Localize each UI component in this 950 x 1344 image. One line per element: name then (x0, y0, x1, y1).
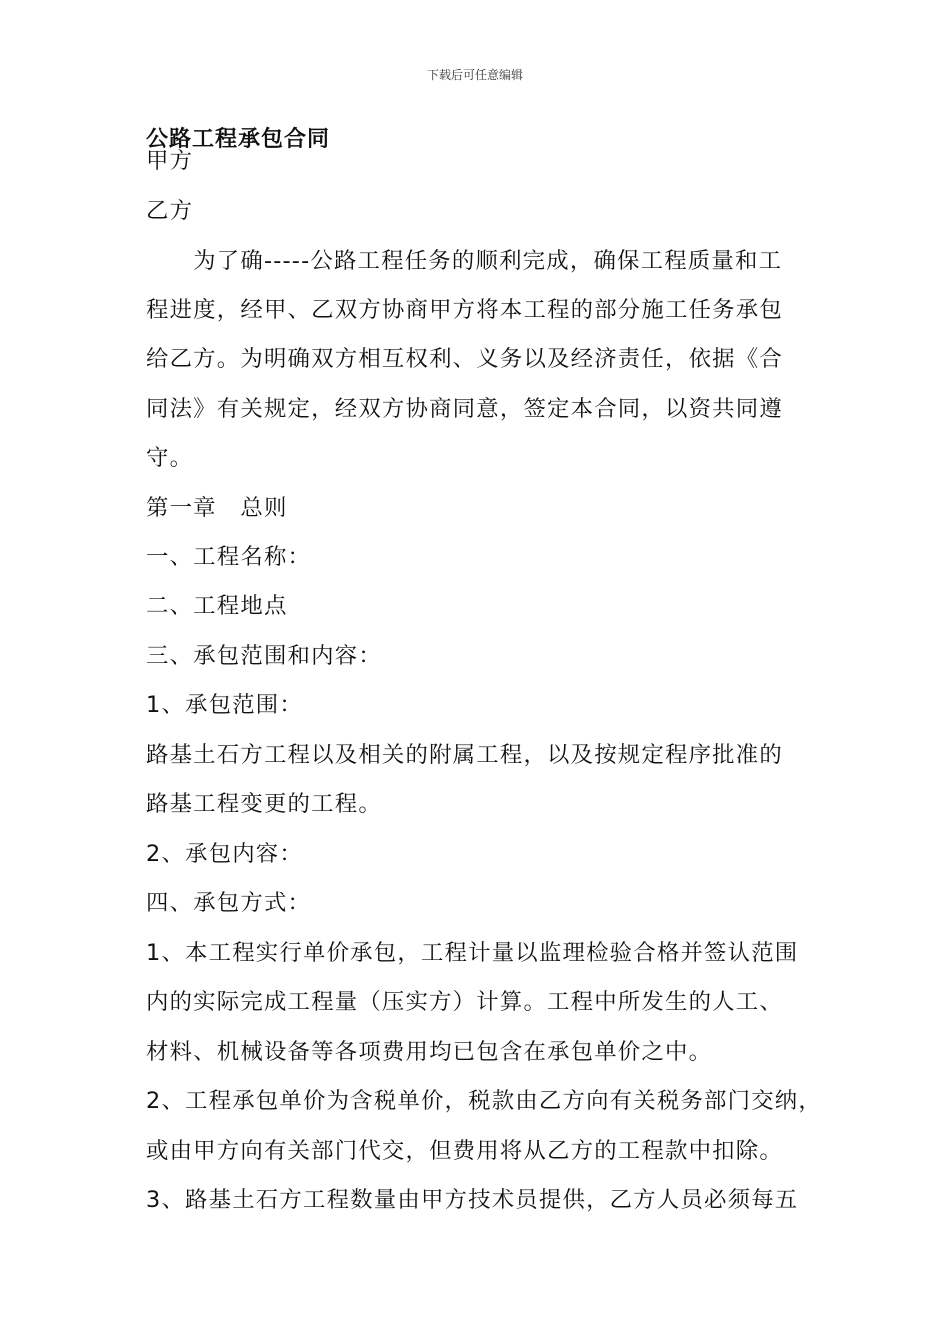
method-line: 或由甲方向有关部门代交，但费用将从乙方的工程款中扣除。 (146, 1138, 783, 1164)
section-method: 四、承包方式： (146, 890, 312, 916)
method-line: 3、路基土石方工程数量由甲方技术员提供，乙方人员必须每五 (146, 1187, 799, 1213)
preamble-line: 给乙方。为明确双方相互权利、义务以及经济责任，依据《合 (146, 346, 783, 372)
contract-title: 公路工程承包合同 (146, 127, 331, 152)
section-scope: 三、承包范围和内容： (146, 643, 382, 669)
scope-text-line: 路基工程变更的工程。 (146, 791, 382, 817)
section-project-location: 二、工程地点 (146, 593, 288, 619)
section-project-name: 一、工程名称： (146, 544, 312, 570)
method-line: 内的实际完成工程量（压实方）计算。工程中所发生的人工、 (146, 989, 783, 1015)
preamble-line: 守。 (146, 445, 194, 471)
scope-item-1: 1、承包范围： (146, 692, 303, 718)
preamble-line: 为了确-----公路工程任务的顺利完成，确保工程质量和工 (146, 248, 783, 274)
scope-text-line: 路基土石方工程以及相关的附属工程，以及按规定程序批准的 (146, 742, 783, 768)
method-line: 1、本工程实行单价承包，工程计量以监理检验合格并签认范围 (146, 940, 799, 966)
chapter-heading: 第一章 总则 (146, 495, 288, 521)
party-b-label: 乙方 (146, 198, 194, 224)
method-line: 材料、机械设备等各项费用均已包含在承包单价之中。 (146, 1039, 713, 1065)
scope-item-2: 2、承包内容： (146, 841, 303, 867)
method-line: 2、工程承包单价为含税单价，税款由乙方向有关税务部门交纳， (146, 1088, 822, 1114)
party-a-label: 甲方 (146, 148, 194, 174)
preamble-line: 同法》有关规定，经双方协商同意，签定本合同，以资共同遵 (146, 396, 783, 422)
preamble-line: 程进度，经甲、乙双方协商甲方将本工程的部分施工任务承包 (146, 297, 783, 323)
header-note: 下载后可任意编辑 (426, 68, 523, 82)
